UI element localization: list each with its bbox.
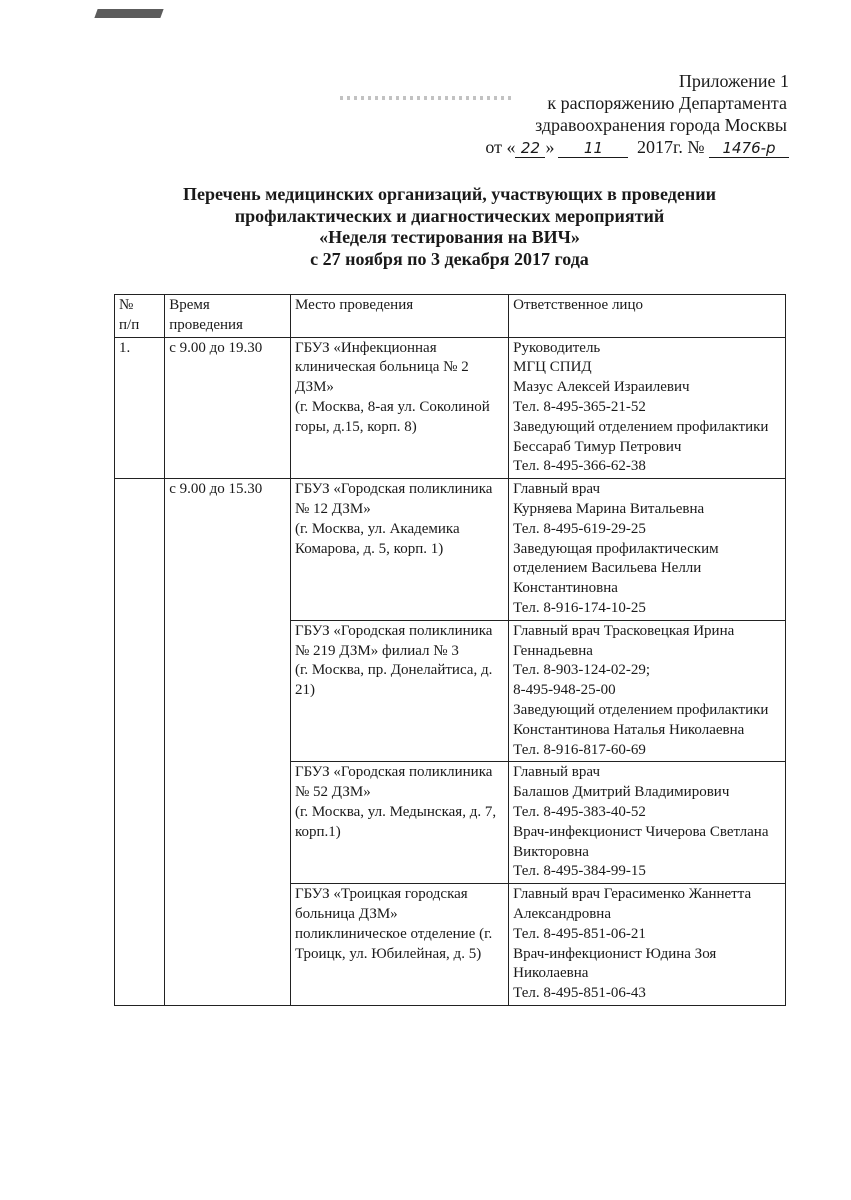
handwritten-day: 22 <box>515 139 545 158</box>
row-place: ГБУЗ «Троицкая городская больница ДЗМ» поликлиническое отделение (г. Троицк, ул. Юбилейная, д. 5) <box>290 884 508 1006</box>
annex-order-line: к распоряжению Департамента <box>547 93 787 113</box>
date-day-suffix: » <box>545 137 555 157</box>
row-number: 1. <box>115 337 165 479</box>
scan-artifact-mark <box>94 9 163 18</box>
row-place: ГБУЗ «Городская поликлиника № 219 ДЗМ» филиал № 3 (г. Москва, пр. Донелайтиса, д. 21) <box>290 620 508 762</box>
document-title <box>0 184 851 270</box>
annex-department-line: здравоохранения города Москвы <box>535 115 787 135</box>
annex-title: Приложение 1 <box>678 71 789 91</box>
date-prefix: от « <box>485 137 516 157</box>
annex-date-line <box>485 136 789 158</box>
handwritten-order-number: 1476-р <box>709 139 789 158</box>
row-person: Главный врач Трасковецкая Ирина Геннадьевна Тел. 8-903-124-02-29; 8-495-948-25-00 Заведующий отделением профилактики Константинова Наталья Николаевна Тел. 8-916-817-60-69 <box>509 620 786 762</box>
header-place: Место проведения <box>290 295 508 338</box>
title-line-2: профилактических и диагностических мероприятий <box>234 205 665 226</box>
row-time: с 9.00 до 19.30 <box>165 337 291 479</box>
row-person: Главный врач Герасименко Жаннетта Александровна Тел. 8-495-851-06-21 Врач-инфекционист Юдина Зоя Николаевна Тел. 8-495-851-06-43 <box>509 884 786 1006</box>
date-year: 2017г. № <box>636 137 705 157</box>
row-place: ГБУЗ «Инфекционная клиническая больница № 2 ДЗМ» (г. Москва, 8-ая ул. Соколиной горы, д.15, корп. 8) <box>290 337 508 479</box>
annex-header <box>485 70 789 158</box>
row-place: ГБУЗ «Городская поликлиника № 12 ДЗМ» (г. Москва, ул. Академика Комарова, д. 5, корп. 1) <box>290 479 508 621</box>
organizations-table <box>114 294 786 1006</box>
header-number: № п/п <box>115 295 165 338</box>
row-person: Главный врач Балашов Дмитрий Владимирович Тел. 8-495-383-40-52 Врач-инфекционист Чичерова Светлана Викторовна Тел. 8-495-384-99-15 <box>509 762 786 884</box>
handwritten-month: 11 <box>558 139 628 158</box>
row-person: Главный врач Курняева Марина Витальевна Тел. 8-495-619-29-25 Заведующая профилактическим отделением Васильева Нелли Константиновна Тел. 8-916-174-10-25 <box>509 479 786 621</box>
header-time: Время проведения <box>165 295 291 338</box>
row-time: с 9.00 до 15.30 <box>165 479 291 1006</box>
row-place: ГБУЗ «Городская поликлиника № 52 ДЗМ» (г. Москва, ул. Медынская, д. 7, корп.1) <box>290 762 508 884</box>
row-person: Руководитель МГЦ СПИД Мазус Алексей Израилевич Тел. 8-495-365-21-52 Заведующий отделением профилактики Бессараб Тимур Петрович Тел. 8-495-366-62-38 <box>509 337 786 479</box>
row-number <box>115 479 165 1006</box>
title-line-1: Перечень медицинских организаций, участвующих в проведении <box>183 184 716 204</box>
table-header-row <box>115 295 786 338</box>
title-line-4: с 27 ноября по 3 декабря 2017 года <box>310 248 589 269</box>
table-row <box>115 479 786 621</box>
header-person: Ответственное лицо <box>509 295 786 338</box>
table-row <box>115 337 786 479</box>
title-line-3: «Неделя тестирования на ВИЧ» <box>319 227 580 247</box>
